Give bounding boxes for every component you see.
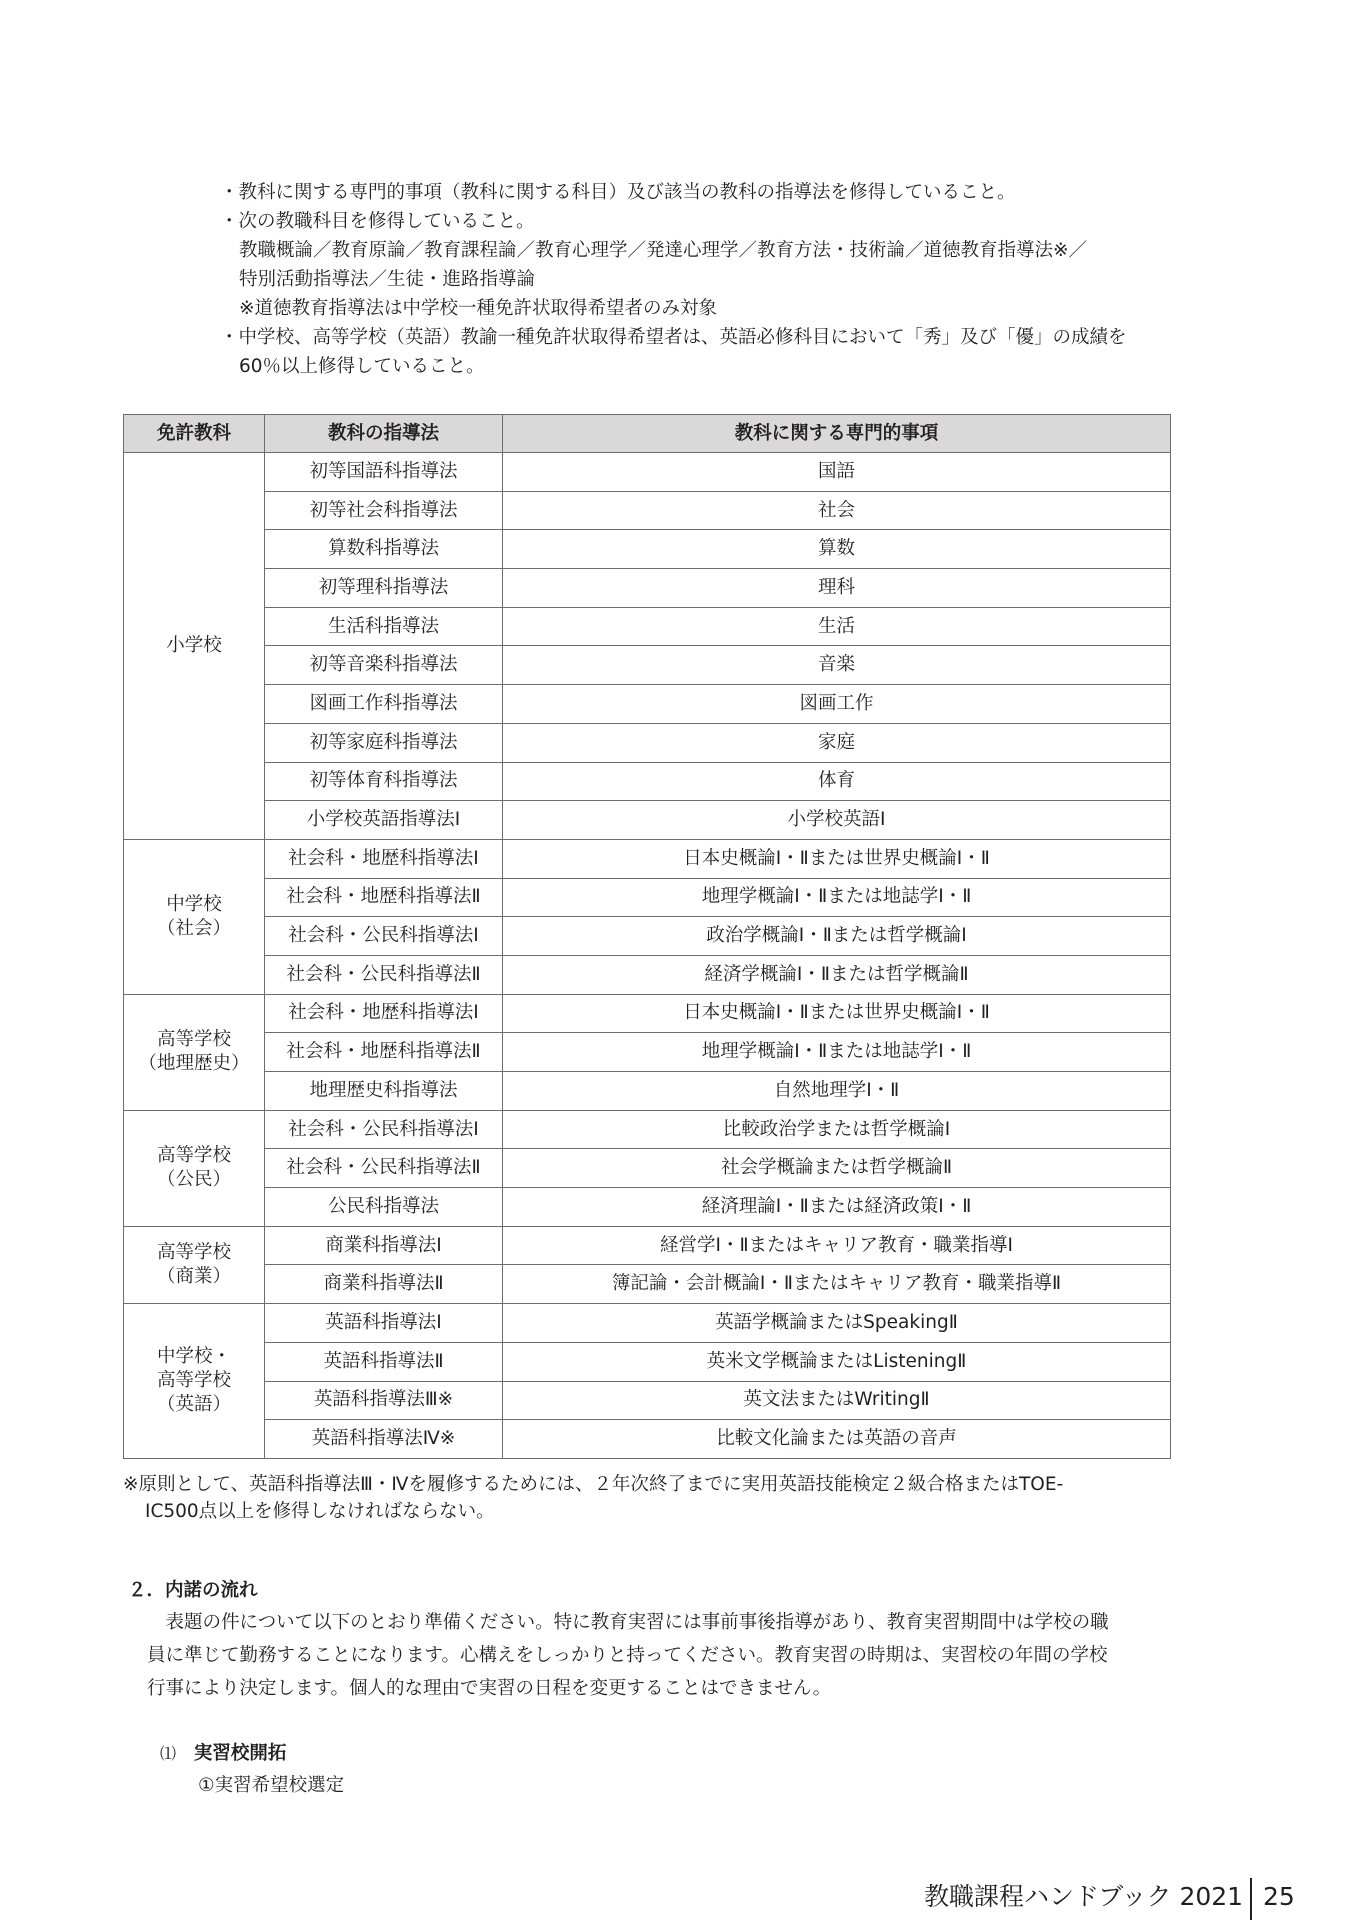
method-cell: 商業科指導法Ⅱ: [265, 1265, 503, 1304]
table-header-row: [124, 415, 1171, 453]
section-title: ２．内諾の流れ: [128, 1580, 258, 1601]
license-cell: 高等学校 （公民）: [124, 1110, 265, 1226]
footer-divider: [1250, 1878, 1252, 1920]
content-cell: 英米文学概論またはListeningⅡ: [503, 1342, 1171, 1381]
method-cell: 初等国語科指導法: [265, 453, 503, 492]
method-cell: 図画工作科指導法: [265, 685, 503, 724]
table-row: [124, 723, 1171, 762]
method-cell: 地理歴史科指導法: [265, 1072, 503, 1111]
method-cell: 初等音楽科指導法: [265, 646, 503, 685]
method-cell: 英語科指導法Ⅱ: [265, 1342, 503, 1381]
requirements-list: [220, 178, 1180, 381]
content-cell: 小学校英語Ⅰ: [503, 801, 1171, 840]
table-row: [124, 762, 1171, 801]
requirement-subjects: 教職概論／教育原論／教育課程論／教育心理学／発達心理学／教育方法・技術論／道徳教育指導法※／: [239, 240, 1088, 261]
method-cell: 社会科・地歴科指導法Ⅱ: [265, 878, 503, 917]
content-cell: 日本史概論Ⅰ・Ⅱまたは世界史概論Ⅰ・Ⅱ: [503, 994, 1171, 1033]
method-cell: 小学校英語指導法Ⅰ: [265, 801, 503, 840]
content-cell: 政治学概論Ⅰ・Ⅱまたは哲学概論Ⅰ: [503, 917, 1171, 956]
header-license: 免許教科: [124, 415, 265, 453]
header-content: 教科に関する専門的事項: [503, 415, 1171, 453]
content-cell: 理科: [503, 569, 1171, 608]
method-cell: 社会科・地歴科指導法Ⅰ: [265, 994, 503, 1033]
table-row: [124, 453, 1171, 492]
method-cell: 商業科指導法Ⅰ: [265, 1226, 503, 1265]
table-row: [124, 994, 1171, 1033]
requirement-item-cont: 60％以上修得していること。: [239, 356, 485, 377]
table-row: [124, 1342, 1171, 1381]
section-paragraph-line: 行事により決定します。個人的な理由で実習の日程を変更することはできません。: [147, 1678, 832, 1699]
table-row: [124, 685, 1171, 724]
table-row: [124, 917, 1171, 956]
content-cell: 経済学概論Ⅰ・Ⅱまたは哲学概論Ⅱ: [503, 955, 1171, 994]
content-cell: 自然地理学Ⅰ・Ⅱ: [503, 1072, 1171, 1111]
table-row: [124, 1149, 1171, 1188]
method-cell: 社会科・公民科指導法Ⅰ: [265, 917, 503, 956]
subsection-title: [160, 1739, 286, 1765]
requirement-footnote: ※道徳教育指導法は中学校一種免許状取得希望者のみ対象: [239, 298, 718, 319]
method-cell: 社会科・公民科指導法Ⅰ: [265, 1110, 503, 1149]
method-cell: 生活科指導法: [265, 607, 503, 646]
subsection-label: 実習校開拓: [193, 1743, 287, 1764]
table-footnote: ※原則として、英語科指導法Ⅲ・Ⅳを履修するためには、２年次終了までに実用英語技能検定２級合格またはTOE- IC500点以上を修得しなければならない。: [123, 1474, 1064, 1522]
table-row: [124, 1381, 1171, 1420]
requirement-item: ・教科に関する専門的事項（教科に関する科目）及び該当の教科の指導法を修得していること。: [220, 182, 1016, 203]
content-cell: 経済理論Ⅰ・Ⅱまたは経済政策Ⅰ・Ⅱ: [503, 1188, 1171, 1227]
content-cell: 簿記論・会計概論Ⅰ・Ⅱまたはキャリア教育・職業指導Ⅱ: [503, 1265, 1171, 1304]
subsection-item: ①実習希望校選定: [198, 1775, 345, 1796]
content-cell: 社会学概論または哲学概論Ⅱ: [503, 1149, 1171, 1188]
table-row: [124, 569, 1171, 608]
handbook-title: 教職課程ハンドブック 2021: [924, 1882, 1244, 1911]
license-cell: 高等学校 （商業）: [124, 1226, 265, 1303]
method-cell: 初等家庭科指導法: [265, 723, 503, 762]
section-paragraph-line: 表題の件について以下のとおり準備ください。特に教育実習には事前事後指導があり、教育実習期間中は学校の職: [165, 1612, 1109, 1633]
content-cell: 比較政治学または哲学概論Ⅰ: [503, 1110, 1171, 1149]
table-row: [124, 955, 1171, 994]
content-cell: 英文法またはWritingⅡ: [503, 1381, 1171, 1420]
table-row: [124, 839, 1171, 878]
content-cell: 比較文化論または英語の音声: [503, 1420, 1171, 1459]
method-cell: 公民科指導法: [265, 1188, 503, 1227]
content-cell: 生活: [503, 607, 1171, 646]
method-cell: 初等体育科指導法: [265, 762, 503, 801]
content-cell: 体育: [503, 762, 1171, 801]
method-cell: 英語科指導法Ⅳ※: [265, 1420, 503, 1459]
license-cell: 高等学校 （地理歴史）: [124, 994, 265, 1110]
content-cell: 英語学概論またはSpeakingⅡ: [503, 1304, 1171, 1343]
method-cell: 社会科・公民科指導法Ⅱ: [265, 1149, 503, 1188]
subjects-table: [123, 414, 1171, 1459]
requirement-subjects: 特別活動指導法／生徒・進路指導論: [239, 269, 536, 290]
license-cell: 中学校 （社会）: [124, 839, 265, 994]
method-cell: 社会科・地歴科指導法Ⅱ: [265, 1033, 503, 1072]
content-cell: 地理学概論Ⅰ・Ⅱまたは地誌学Ⅰ・Ⅱ: [503, 878, 1171, 917]
table-row: [124, 801, 1171, 840]
requirement-item: ・中学校、高等学校（英語）教諭一種免許状取得希望者は、英語必修科目において「秀」及び「優」の成績を: [220, 327, 1127, 348]
table-row: [124, 491, 1171, 530]
content-cell: 社会: [503, 491, 1171, 530]
method-cell: 英語科指導法Ⅲ※: [265, 1381, 503, 1420]
method-cell: 英語科指導法Ⅰ: [265, 1304, 503, 1343]
table-row: [124, 1072, 1171, 1111]
table-row: [124, 1420, 1171, 1459]
table-row: [124, 878, 1171, 917]
table-row: [124, 1033, 1171, 1072]
method-cell: 社会科・公民科指導法Ⅱ: [265, 955, 503, 994]
header-method: 教科の指導法: [265, 415, 503, 453]
method-cell: 社会科・地歴科指導法Ⅰ: [265, 839, 503, 878]
content-cell: 家庭: [503, 723, 1171, 762]
table-row: [124, 1226, 1171, 1265]
subsection-number: ⑴: [160, 1744, 177, 1763]
content-cell: 地理学概論Ⅰ・Ⅱまたは地誌学Ⅰ・Ⅱ: [503, 1033, 1171, 1072]
table-row: [124, 1265, 1171, 1304]
content-cell: 算数: [503, 530, 1171, 569]
license-cell: 中学校・ 高等学校 （英語）: [124, 1304, 265, 1459]
table-row: [124, 1188, 1171, 1227]
table-row: [124, 1304, 1171, 1343]
content-cell: 音楽: [503, 646, 1171, 685]
method-cell: 初等社会科指導法: [265, 491, 503, 530]
license-cell: 小学校: [124, 453, 265, 840]
section-paragraph-line: 員に準じて勤務することになります。心構えをしっかりと持ってください。教育実習の時期は、実習校の年間の学校: [147, 1645, 1108, 1666]
content-cell: 国語: [503, 453, 1171, 492]
method-cell: 算数科指導法: [265, 530, 503, 569]
table-row: [124, 607, 1171, 646]
page-number: 25: [1263, 1882, 1295, 1911]
table-row: [124, 646, 1171, 685]
method-cell: 初等理科指導法: [265, 569, 503, 608]
requirement-item: ・次の教職科目を修得していること。: [220, 211, 535, 232]
content-cell: 図画工作: [503, 685, 1171, 724]
table-row: [124, 1110, 1171, 1149]
section-body: [147, 1606, 1171, 1705]
content-cell: 経営学Ⅰ・Ⅱまたはキャリア教育・職業指導Ⅰ: [503, 1226, 1171, 1265]
content-cell: 日本史概論Ⅰ・Ⅱまたは世界史概論Ⅰ・Ⅱ: [503, 839, 1171, 878]
table-row: [124, 530, 1171, 569]
